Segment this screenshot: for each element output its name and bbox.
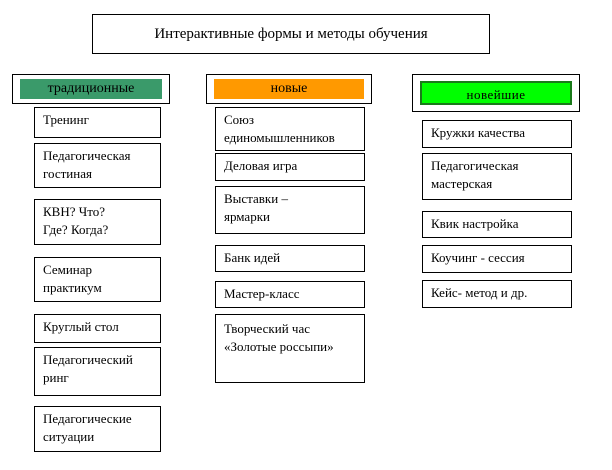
heading-traditional: традиционные	[20, 79, 162, 99]
newest-item: Кейс- метод и др.	[422, 280, 572, 308]
newest-item: Кружки качества	[422, 120, 572, 148]
traditional-item: Семинар практикум	[34, 257, 161, 302]
traditional-item: Тренинг	[34, 107, 161, 138]
heading-new: новые	[214, 79, 364, 99]
newest-item: Педагогическая мастерская	[422, 153, 572, 200]
traditional-item: Педагогическая гостиная	[34, 143, 161, 188]
diagram-title: Интерактивные формы и методы обучения	[92, 14, 490, 54]
new-item: Деловая игра	[215, 153, 365, 181]
traditional-item: Педагогические ситуации	[34, 406, 161, 452]
traditional-item: КВН? Что? Где? Когда?	[34, 199, 161, 245]
traditional-item: Круглый стол	[34, 314, 161, 343]
heading-newest: новейшие	[420, 81, 572, 105]
newest-item: Коучинг - сессия	[422, 245, 572, 273]
new-item: Банк идей	[215, 245, 365, 272]
new-item: Союз единомышленников	[215, 107, 365, 151]
traditional-item: Педагогический ринг	[34, 347, 161, 396]
new-item: Выставки – ярмарки	[215, 186, 365, 234]
new-item: Мастер-класс	[215, 281, 365, 308]
new-item: Творческий час «Золотые россыпи»	[215, 314, 365, 383]
newest-item: Квик настройка	[422, 211, 572, 238]
